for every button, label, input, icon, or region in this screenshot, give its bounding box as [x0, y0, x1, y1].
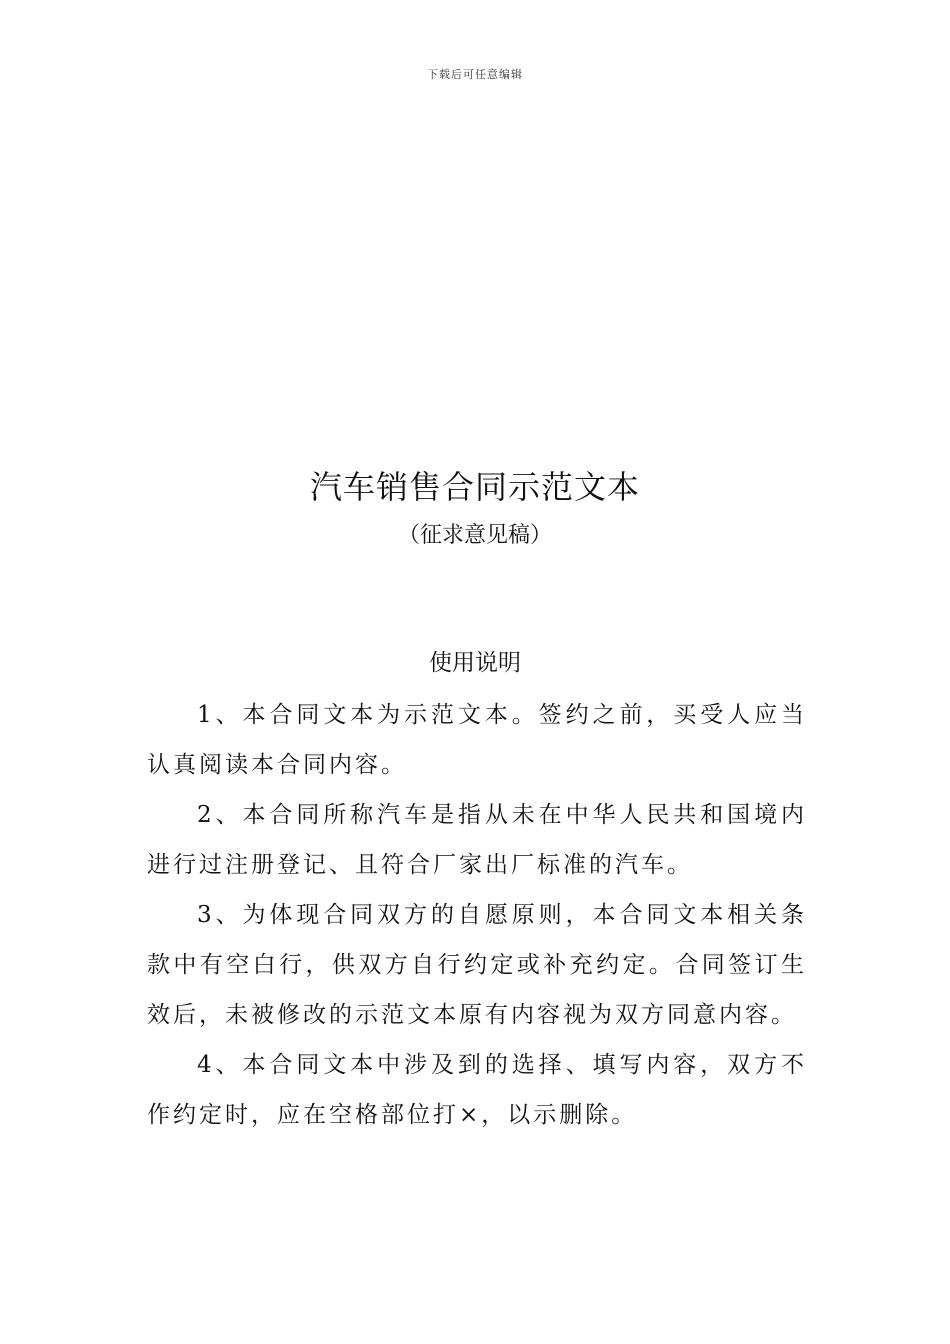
header-note: 下载后可任意编辑 [427, 68, 523, 81]
document-title: 汽车销售合同示范文本 [309, 468, 640, 506]
document-subtitle: （征求意见稿） [397, 523, 552, 548]
instruction-paragraph-3: 3、为体现合同双方的自愿原则，本合同文本相关条款中有空白行，供双方自行约定或补充约定。合同签订生效后，未被修改的示范文本原有内容视为双方同意内容。 [147, 902, 807, 1028]
instruction-paragraph-2: 2、本合同所称汽车是指从未在中华人民共和国境内进行过注册登记、且符合厂家出厂标准的汽车。 [147, 802, 807, 878]
instruction-paragraph-4: 4、本合同文本中涉及到的选择、填写内容，双方不作约定时，应在空格部位打×，以示删除。 [147, 1052, 807, 1128]
instruction-paragraph-1: 1、本合同文本为示范文本。签约之前，买受人应当认真阅读本合同内容。 [147, 702, 807, 778]
section-heading: 使用说明 [429, 650, 521, 676]
instructions-body [147, 690, 807, 1140]
